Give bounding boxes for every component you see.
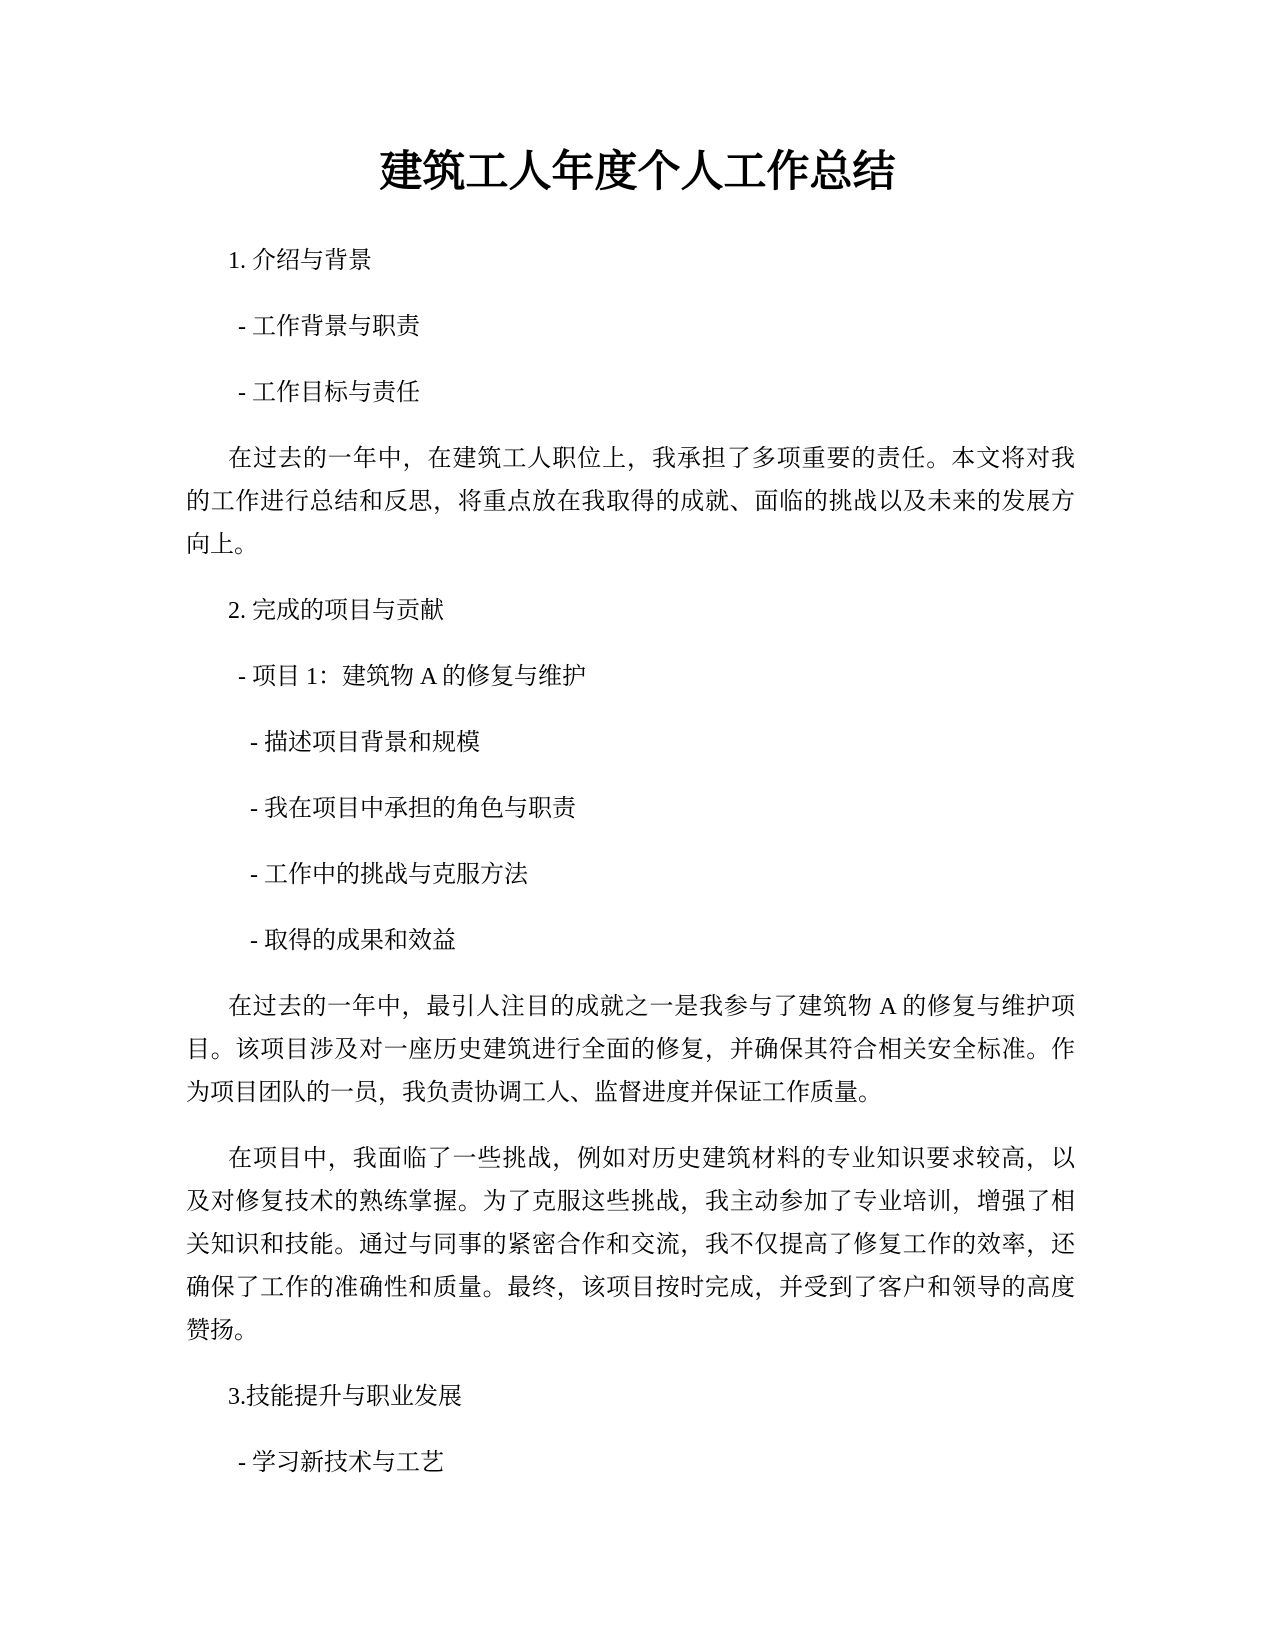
section-3-item: - 学习新技术与工艺 [238, 1450, 444, 1476]
paragraph-line: 向上。 [186, 532, 258, 558]
paragraph-line: 关知识和技能。通过与同事的紧密合作和交流，我不仅提高了修复工作的效率，还 [186, 1232, 1075, 1258]
document-body [186, 240, 1075, 1508]
section-2-paragraph-2 [186, 1138, 1075, 1353]
paragraph-line: 在过去的一年中，最引人注目的成就之一是我参与了建筑物 A 的修复与维护项 [228, 994, 1075, 1020]
section-1-heading: 1. 介绍与背景 [228, 248, 372, 274]
paragraph-line: 赞扬。 [186, 1318, 258, 1344]
paragraph-line: 在过去的一年中，在建筑工人职位上，我承担了多项重要的责任。本文将对我 [228, 446, 1075, 472]
paragraph-line: 确保了工作的准确性和质量。最终，该项目按时完成，并受到了客户和领导的高度 [186, 1275, 1075, 1301]
paragraph-line: 及对修复技术的熟练掌握。为了克服这些挑战，我主动参加了专业培训，增强了相 [186, 1189, 1075, 1215]
section-2-heading: 2. 完成的项目与贡献 [228, 598, 444, 624]
project-item: - 取得的成果和效益 [250, 928, 456, 954]
project-1-title: - 项目 1：建筑物 A 的修复与维护 [238, 664, 586, 690]
section-2-paragraph-1 [186, 986, 1075, 1115]
section-1-paragraph [186, 438, 1075, 567]
section-3-heading: 3.技能提升与职业发展 [228, 1384, 462, 1410]
project-item: - 描述项目背景和规模 [250, 730, 480, 756]
document-title: 建筑工人年度个人工作总结 [379, 147, 896, 197]
paragraph-line: 为项目团队的一员，我负责协调工人、监督进度并保证工作质量。 [186, 1080, 882, 1106]
paragraph-line: 目。该项目涉及对一座历史建筑进行全面的修复，并确保其符合相关安全标准。作 [186, 1037, 1075, 1063]
paragraph-line: 的工作进行总结和反思，将重点放在我取得的成就、面临的挑战以及未来的发展方 [186, 489, 1075, 515]
section-1-item: - 工作目标与责任 [238, 380, 420, 406]
paragraph-line: 在项目中，我面临了一些挑战，例如对历史建筑材料的专业知识要求较高，以 [228, 1146, 1075, 1172]
project-item: - 工作中的挑战与克服方法 [250, 862, 528, 888]
section-1-item: - 工作背景与职责 [238, 314, 420, 340]
project-item: - 我在项目中承担的角色与职责 [250, 796, 576, 822]
